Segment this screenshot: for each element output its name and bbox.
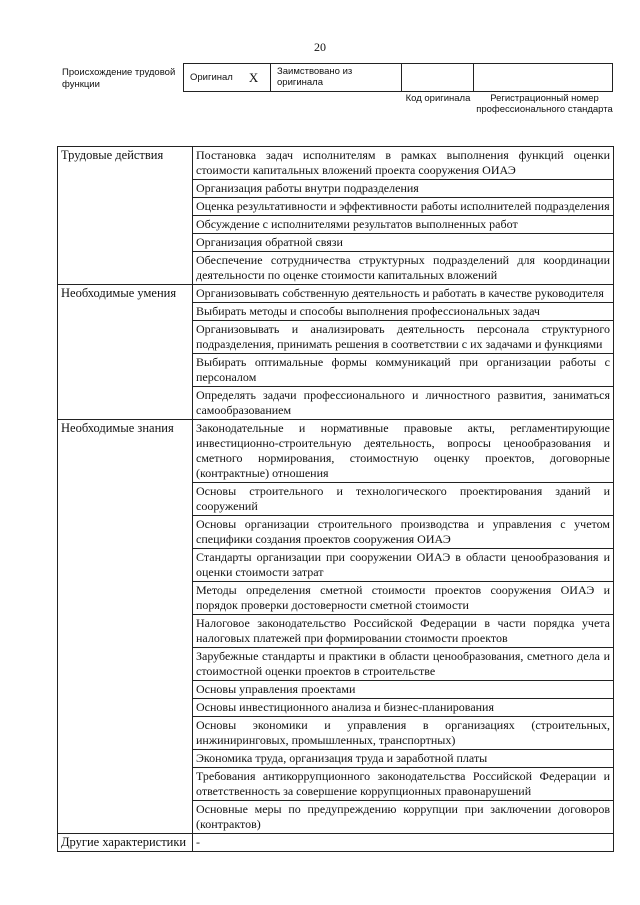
section-item: Экономика труда, организация труда и заработной платы: [193, 750, 614, 768]
section-item: Основы экономики и управления в организациях (строительных, инжиниринговых, промышленных, транспортных): [193, 717, 614, 750]
section-item: Постановка задач исполнителям в рамках выполнения функций оценки стоимости капитальных вложений проекта сооружения ОИАЭ: [193, 147, 614, 180]
labor-function-table: [57, 146, 614, 852]
table-row: [58, 834, 614, 852]
original-mark: X: [248, 69, 259, 85]
section-item: Зарубежные стандарты и практики в области ценообразования, сметного дела и стоимостной оценки проектов в строительстве: [193, 648, 614, 681]
section-item: Оценка результативности и эффективности работы исполнителей подразделения: [193, 198, 614, 216]
borrowed-label: Заимствовано из оригинала: [271, 64, 402, 91]
section-item: Основы управления проектами: [193, 681, 614, 699]
section-item: Методы определения сметной стоимости проектов сооружения ОИАЭ и порядок проверки достоверности сметной стоимости: [193, 582, 614, 615]
section-heading: Необходимые умения: [58, 285, 193, 420]
section-item: Определять задачи профессионального и личностного развития, заниматься самообразованием: [193, 387, 614, 420]
section-item: Организовывать собственную деятельность и работать в качестве руководителя: [193, 285, 614, 303]
table-row: [58, 420, 614, 483]
section-item: Выбирать оптимальные формы коммуникаций при организации работы с персоналом: [193, 354, 614, 387]
section-item: Организация работы внутри подразделения: [193, 180, 614, 198]
section-item: Требования антикоррупционного законодательства Российской Федерации и ответственность за совершение коррупционных правонарушений: [193, 768, 614, 801]
table-row: [58, 285, 614, 303]
section-item: Основы организации строительного производства и управления с учетом специфики создания проектов сооружения ОИАЭ: [193, 516, 614, 549]
section-item: Основы строительного и технологического проектирования зданий и сооружений: [193, 483, 614, 516]
section-heading: Трудовые действия: [58, 147, 193, 285]
section-item: -: [193, 834, 614, 852]
section-item: Выбирать методы и способы выполнения профессиональных задач: [193, 303, 614, 321]
section-item: Обсуждение с исполнителями результатов выполненных работ: [193, 216, 614, 234]
section-item: Обеспечение сотрудничества структурных подразделений для координации деятельности по оценке стоимости капитальных вложений: [193, 252, 614, 285]
section-item: Организовывать и анализировать деятельность персонала структурного подразделения, принимать решения в соответствии с их задачами и функциями: [193, 321, 614, 354]
original-label: Оригинал: [190, 72, 233, 83]
origin-table: [183, 63, 613, 92]
section-item: Основы инвестиционного анализа и бизнес-планирования: [193, 699, 614, 717]
section-item: Налоговое законодательство Российской Федерации в части порядка учета налоговых платежей при формировании стоимости проектов: [193, 615, 614, 648]
section-heading: Другие характеристики: [58, 834, 193, 852]
table-row: [58, 147, 614, 180]
section-item: Основные меры по предупреждению коррупции при заключении договоров (контрактов): [193, 801, 614, 834]
section-item: Законодательные и нормативные правовые акты, регламентирующие инвестиционно-строительную деятельность, вопросы ценообразования и сметного нормирования, стоимостную оценку проектов, договорные (контрактные) отношения: [193, 420, 614, 483]
page-number: 20: [314, 40, 326, 54]
original-code-caption: Код оригинала: [405, 93, 471, 104]
section-item: Организация обратной связи: [193, 234, 614, 252]
registration-number-caption: Регистрационный номер профессионального стандарта: [476, 93, 613, 115]
section-item: Стандарты организации при сооружении ОИАЭ в области ценообразования и оценки стоимости затрат: [193, 549, 614, 582]
origin-label: Происхождение трудовой функции: [62, 67, 176, 90]
original-code-cell: [402, 64, 474, 91]
original-cell: [184, 64, 271, 91]
section-heading: Необходимые знания: [58, 420, 193, 834]
registration-number-cell: [474, 64, 612, 91]
